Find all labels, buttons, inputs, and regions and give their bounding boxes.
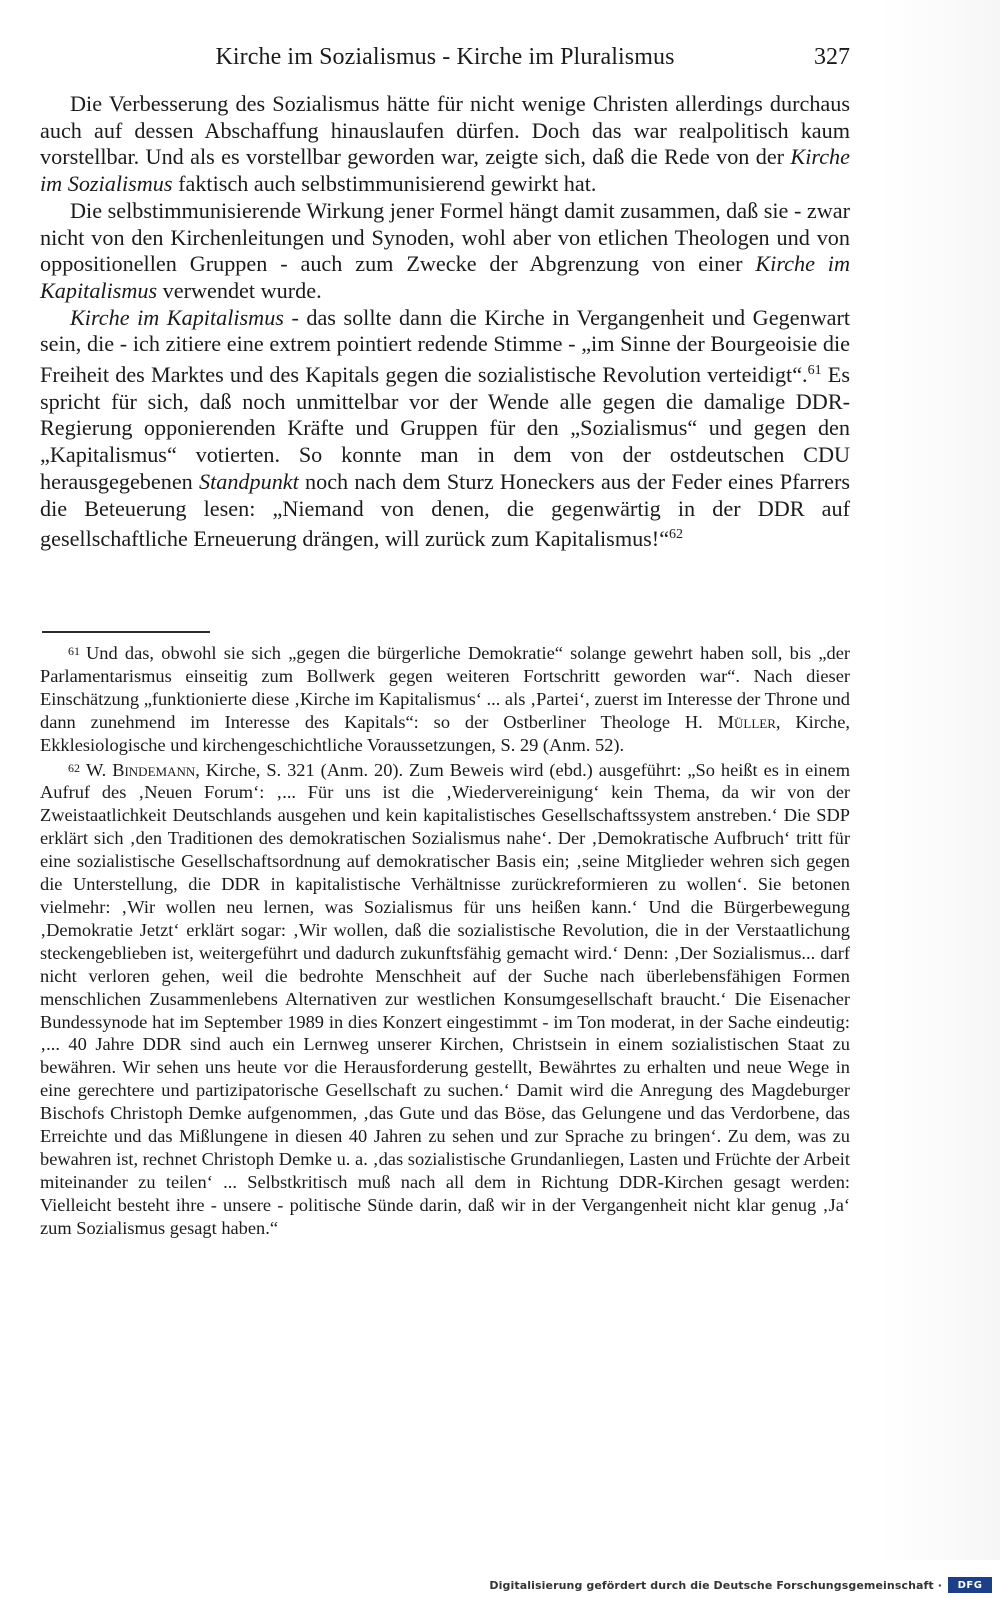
footnote-text: Und das, obwohl sie sich „gegen die bürgerliche Demokratie“ solange gewehrt haben soll, bis „der Parlamentarismus einseitig zum Bollwerk gegen weiteren Fortschritt geworden war“. Nach dieser Einschätzung „funktionierte diese ‚Kirche im Kapitalismus‘ ... als ‚Partei‘, zuerst im Interesse der Throne und dann zunehmend im Interesse des Kapitals“: so der Ostberliner Theologe H.	[40, 643, 850, 732]
paragraph	[40, 91, 850, 198]
page-number: 327	[814, 44, 850, 70]
footnote-number: 62	[68, 760, 80, 775]
paragraph-text: noch nach dem Sturz Honeckers aus der Feder eines Pfarrers die Beteuerung lesen: „Niemand von denen, die gegenwärtig in der DDR auf gesellschaftliche Erneuerung drängen, will zurück zum Kapitalismus!“	[40, 468, 850, 552]
footnote-number: 61	[68, 644, 80, 658]
paragraph-text: Die Verbesserung des Sozialismus hätte für nicht wenige Christen allerdings durchaus auch auf dessen Abschaffung hinauslaufen dürfen. Doch das war realpolitisch kaum vorstellbar. Und als es vorstellbar geworden war, zeigte sich, daß die Rede von der	[40, 91, 850, 170]
footnote-reference[interactable]: 62	[669, 527, 684, 543]
author-name: Müller	[717, 711, 776, 732]
body-text	[40, 91, 850, 553]
digitization-footer	[0, 1571, 1000, 1599]
footnote-text: , Kirche, S. 321 (Anm. 20). Zum Beweis wird (ebd.) ausgeführt: „So heißt es in einem Aufruf des ‚Neuen Forum‘: ‚... Für uns ist die ‚Wiedervereinigung‘ kein Thema, da wir von der Zweistaatlichkeit Deutschlands ausgehen und kein kapitalistisches Gesellschaftssystem anstreben.‘ Die SDP erklärt sich ‚den Traditionen des demokratischen Sozialismus nahe‘. Der ‚Demokratische Aufbruch‘ tritt für eine sozialistische Gesellschaftsordnung auf demokratischer Basis ein; ‚seine Mitglieder wehren sich gegen die Unterstellung, die DDR in kapitalistische Verhältnisse zurückreformieren zu wollen‘. Sie betonen vielmehr: ‚Wir wollen neu lernen, was Sozialismus für uns heißen kann.‘ Und die Bürgerbewegung ‚Demokratie Jetzt‘ erklärt sogar: ‚Wir wollen, daß die sozialistische Revolution, die in der Verstaatlichung steckengeblieben ist, weitergeführt und dadurch zukunftsfähig gemacht wird.‘ Denn: ‚Der Sozialismus... darf nicht verloren gehen, weil die bedrohte Menschheit auf der Suche nach überlebensfähigen Formen menschlichen Zusammenlebens Alternativen zur westlichen Konsumgesellschaft braucht.‘ Die Eisenacher Bundessynode hat im September 1989 in dies Konzert eingestimmt - im Ton moderat, in der Sache eindeutig: ‚... 40 Jahre DDR sind auch ein Lernweg unserer Kirchen, Christsein in einem sozialistischen Staat zu bewähren. Wir sehen uns heute vor die Herausforderung gestellt, Bewährtes zu erhalten und neue Wege in eine gerechtere und partizipatorische Gesellschaft zu suchen.‘ Damit wird die Anregung des Magdeburger Bischofs Christoph Demke aufgenommen, ‚das Gute und das Böse, das Gelungene und das Verdorbene, das Erreichte und das Mißlungene in diesen 40 Jahren zu sehen und zur Sprache zu bringen‘. Zu dem, was zu bewahren ist, rechnet Christoph Demke u. a. ‚das sozialistische Grundanliegen, Lasten und Früchte der Arbeit miteinander zu teilen‘ ... Selbstkritisch muß nach all dem in Richtung DDR-Kirchen gesagt werden: Vielleicht besteht ihre - unsere - politische Sünde darin, daß wir in der Vergangenheit nicht klar genug ‚Ja‘ zum Sozialismus gesagt haben.“	[40, 759, 850, 1238]
funding-credit: Digitalisierung gefördert durch die Deutsche Forschungsgemeinschaft ·	[489, 1579, 942, 1592]
paragraph-text: faktisch auch selbstimmunisierend gewirkt hat.	[172, 171, 597, 197]
footnote-61	[40, 640, 850, 757]
dfg-logo-icon: DFG	[948, 1577, 992, 1593]
page-header	[40, 44, 850, 78]
footnotes	[40, 640, 850, 1240]
running-head: Kirche im Sozialismus - Kirche im Pluralismus	[215, 44, 675, 70]
paragraph-text: verwendet wurde.	[157, 277, 322, 303]
paragraph	[40, 305, 850, 553]
italic-phrase: Kirche im Kapitalismus	[70, 304, 284, 330]
italic-phrase: Kirche im Kapitalismus	[40, 251, 850, 303]
italic-phrase: Kirche im Sozialismus	[40, 144, 850, 197]
author-name: Bindemann	[112, 759, 196, 780]
footnote-reference[interactable]: 61	[807, 363, 822, 379]
footnote-text: W.	[86, 759, 113, 780]
footnote-divider	[42, 631, 210, 633]
paragraph-text: Es spricht für sich, daß noch unmittelbar vor der Wende alle gegen die damalige DDR-Regierung opponierenden Kräfte und Gruppen für den „Sozialismus“ und gegen den „Kapitalismus“ votierten. So konnte man in dem von der ostdeutschen CDU herausgegebenen	[40, 362, 850, 494]
footnote-text: , Kirche, Ekklesiologische und kirchengeschichtliche Voraussetzungen, S. 29 (Anm. 52).	[40, 711, 850, 755]
paragraph-text: - das sollte dann die Kirche in Vergangenheit und Gegenwart sein, die - ich zitiere eine extrem pointiert redende Stimme - „im Sinne der Bourgeoisie die Freiheit des Marktes und des Kapitals gegen die sozialistische Revolution verteidigt“.	[40, 304, 850, 388]
paragraph	[40, 198, 850, 305]
scan-gutter-shadow	[880, 0, 1000, 1560]
italic-phrase: Standpunkt	[198, 468, 299, 494]
footnote-62	[40, 757, 850, 1240]
paragraph-text: Die selbstimmunisierende Wirkung jener Formel hängt damit zusammen, daß sie - zwar nicht von den Kirchenleitungen und Synoden, wohl aber von etlichen Theologen und von oppositionellen Gruppen - auch zum Zwecke der Abgrenzung von einer	[40, 197, 850, 277]
